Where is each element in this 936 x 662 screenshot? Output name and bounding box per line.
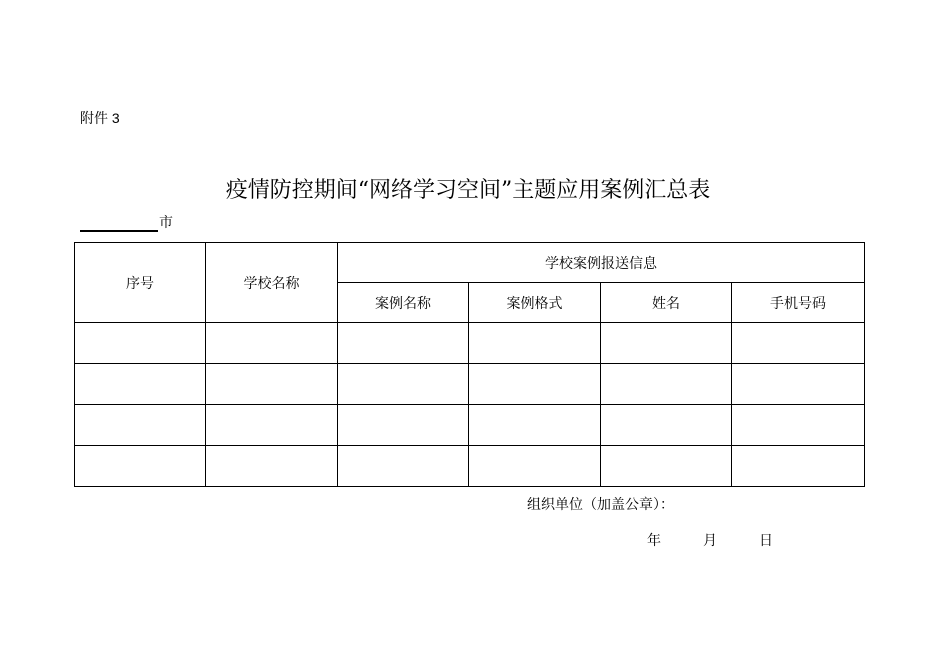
- table-cell: [206, 446, 338, 487]
- city-line: [80, 213, 173, 232]
- table-cell: [469, 364, 601, 405]
- header-case-info-group: 学校案例报送信息: [338, 243, 865, 283]
- table-cell: [601, 405, 732, 446]
- attachment-label: 附件 3: [80, 110, 120, 126]
- table-cell: [732, 364, 865, 405]
- table-cell: [601, 323, 732, 364]
- table-row: [75, 405, 865, 446]
- table-cell: [732, 323, 865, 364]
- table-cell: [206, 405, 338, 446]
- table-cell: [469, 405, 601, 446]
- month-label: 月: [703, 533, 717, 549]
- header-phone-number: 手机号码: [732, 283, 865, 323]
- header-case-name: 案例名称: [338, 283, 469, 323]
- city-suffix: 市: [159, 215, 173, 231]
- table-cell: [75, 446, 206, 487]
- table-cell: [732, 446, 865, 487]
- table-cell: [338, 405, 469, 446]
- table-cell: [75, 405, 206, 446]
- table-header-row: [75, 243, 865, 283]
- summary-table: [74, 242, 865, 487]
- document-title: 疫情防控期间“网络学习空间”主题应用案例汇总表: [225, 178, 711, 203]
- city-blank-field: [80, 213, 158, 232]
- table-cell: [75, 323, 206, 364]
- table-cell: [732, 405, 865, 446]
- day-label: 日: [759, 533, 773, 549]
- table-cell: [206, 323, 338, 364]
- date-line: [647, 530, 773, 550]
- table-row: [75, 323, 865, 364]
- table-cell: [206, 364, 338, 405]
- header-case-format: 案例格式: [469, 283, 601, 323]
- table-row: [75, 364, 865, 405]
- table-cell: [338, 364, 469, 405]
- table-cell: [469, 323, 601, 364]
- organization-stamp-label: 组织单位（加盖公章）：: [527, 497, 674, 513]
- table-cell: [601, 446, 732, 487]
- table-cell: [338, 323, 469, 364]
- table-cell: [601, 364, 732, 405]
- table-row: [75, 446, 865, 487]
- header-school-name: 学校名称: [206, 243, 338, 323]
- table-cell: [338, 446, 469, 487]
- header-serial: 序号: [75, 243, 206, 323]
- table-cell: [469, 446, 601, 487]
- header-person-name: 姓名: [601, 283, 732, 323]
- table-cell: [75, 364, 206, 405]
- year-label: 年: [647, 533, 661, 549]
